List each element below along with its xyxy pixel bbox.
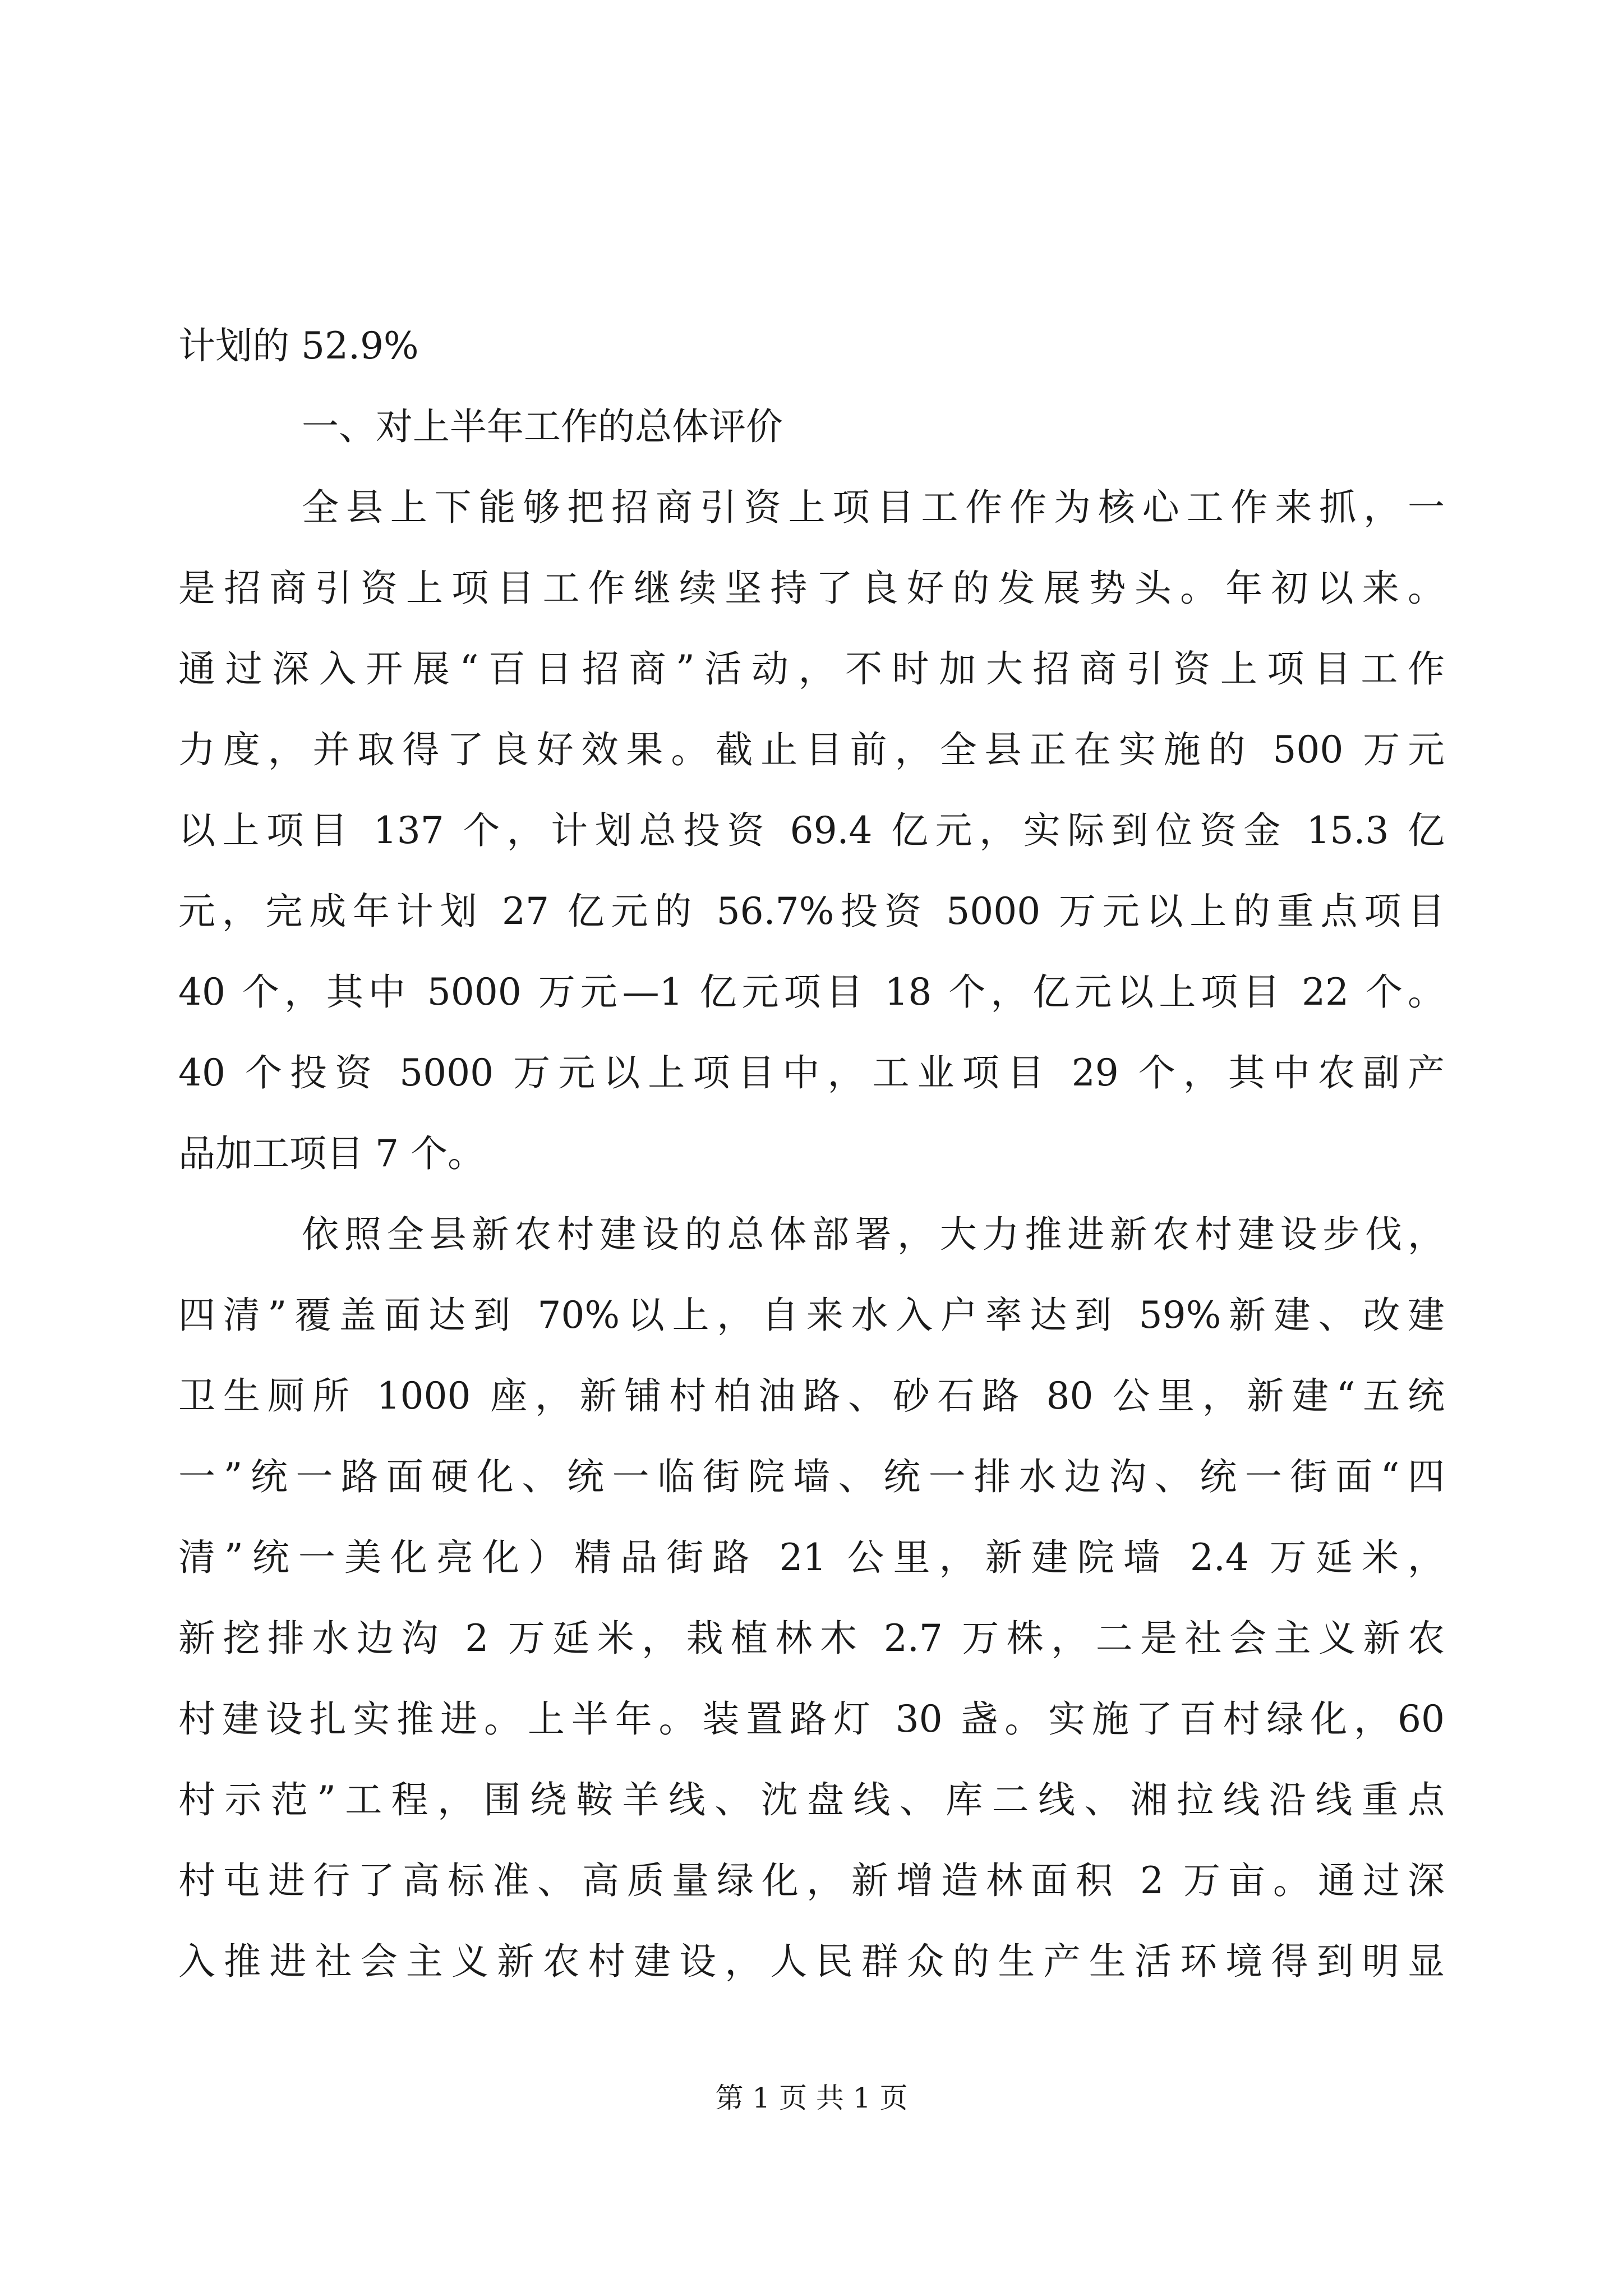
text-line: 卫生厕所 1000 座，新铺村柏油路、砂石路 80 公里，新建“五统 xyxy=(178,1374,1445,1418)
text-line: 以上项目 137 个，计划总投资 69.4 亿元，实际到位资金 15.3 亿 xyxy=(178,809,1445,852)
text-line: 力度，并取得了良好效果。截止目前，全县正在实施的 500 万元 xyxy=(178,728,1445,771)
text-line: 村建设扎实推进。上半年。装置路灯 30 盏。实施了百村绿化，60 xyxy=(178,1697,1445,1741)
text-line: 一”统一路面硬化、统一临街院墙、统一排水边沟、统一街面“四 xyxy=(178,1455,1445,1498)
text-line: 通过深入开展“百日招商”活动，不时加大招商引资上项目工作 xyxy=(178,647,1445,691)
page-number: 第 1 页 共 1 页 xyxy=(715,2082,908,2114)
text-line: 元，完成年计划 27 亿元的 56.7%投资 5000 万元以上的重点项目 xyxy=(178,890,1445,933)
text-line: 入推进社会主义新农村建设，人民群众的生产生活环境得到明显 xyxy=(178,1940,1445,1983)
document-body xyxy=(178,306,1445,2002)
text-line: 品加工项目 7 个。 xyxy=(178,1132,485,1175)
text-line: 村示范”工程，围绕鞍羊线、沈盘线、库二线、湘拉线沿线重点 xyxy=(178,1778,1445,1821)
text-line: 依照全县新农村建设的总体部署，大力推进新农村建设步伐， xyxy=(302,1213,1445,1256)
section-heading: 一、对上半年工作的总体评价 xyxy=(302,405,783,448)
text-line: 村屯进行了高标准、高质量绿化，新增造林面积 2 万亩。通过深 xyxy=(178,1859,1445,1902)
text-line: 40 个投资 5000 万元以上项目中，工业项目 29 个，其中农副产 xyxy=(178,1051,1445,1094)
text-line: 清”统一美化亮化）精品街路 21 公里，新建院墙 2.4 万延米， xyxy=(178,1536,1445,1579)
text-line: 全县上下能够把招商引资上项目工作作为核心工作来抓，一 xyxy=(302,486,1445,529)
page-footer xyxy=(0,2076,1623,2120)
text-line: 新挖排水边沟 2 万延米，栽植林木 2.7 万株，二是社会主义新农 xyxy=(178,1617,1445,1660)
text-line: 是招商引资上项目工作继续坚持了良好的发展势头。年初以来。 xyxy=(178,567,1445,610)
text-line: 四清”覆盖面达到 70%以上，自来水入户率达到 59%新建、改建 xyxy=(178,1294,1445,1337)
text-line: 计划的 52.9% xyxy=(178,324,419,367)
text-line: 40 个，其中 5000 万元—1 亿元项目 18 个，亿元以上项目 22 个。 xyxy=(178,970,1445,1014)
